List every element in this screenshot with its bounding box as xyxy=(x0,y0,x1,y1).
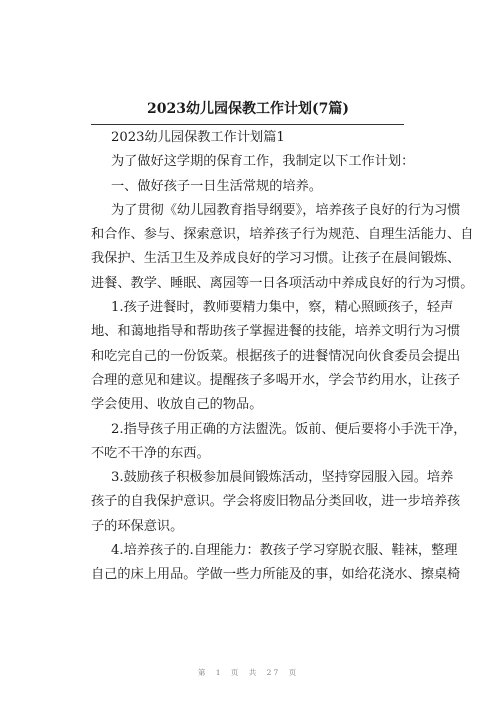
title-divider xyxy=(91,124,404,125)
text-line: 一、做好孩子一日生活常规的培养。 xyxy=(111,178,322,194)
text-line: 合理的意见和建议。提醒孩子多喝开水，学会节约用水，让孩子 xyxy=(91,372,461,388)
text-line: 地、和蔼地指导和帮助孩子掌握进餐的技能，培养文明行为习惯 xyxy=(91,324,461,340)
text-line: 1.孩子进餐时，教师要精力集中，察，精心照顾孩子，轻声 xyxy=(111,300,454,316)
text-line: 4.培养孩子的.自理能力：教孩子学习穿脱衣服、鞋袜，整理 xyxy=(111,543,458,559)
document-title: 2023幼儿园保教工作计划(7篇) xyxy=(147,101,349,117)
text-line: 和吃完自己的一份饭菜。根据孩子的进餐情况向伙食委员会提出 xyxy=(91,348,461,364)
text-line: 2.指导孩子用正确的方法盥洗。饭前、便后要将小手洗干净， xyxy=(111,421,467,437)
text-line: 为了贯彻《幼儿园教育指导纲要》，培养孩子良好的行为习惯 xyxy=(111,202,461,218)
text-line: 我保护、生活卫生及养成良好的学习习惯。让孩子在晨间锻炼、 xyxy=(91,251,461,267)
text-line: 为了做好这学期的保育工作，我制定以下工作计划： xyxy=(111,154,415,170)
text-line: 孩子的自我保护意识。学会将废旧物品分类回收，进一步培养孩 xyxy=(91,494,461,510)
text-line: 自己的床上用品。学做一些力所能及的事，如给花浇水、擦桌椅 xyxy=(91,567,461,583)
text-line: 进餐、教学、睡眠、离园等一日各项活动中养成良好的行为习惯。 xyxy=(91,275,474,291)
text-line: 不吃不干净的东西。 xyxy=(91,445,210,461)
text-line: 和合作、参与、探索意识，培养孩子行为规范、自理生活能力、自 xyxy=(91,227,474,243)
document-body xyxy=(91,126,474,588)
page-number-footer: 第 1 页 共 27 页 xyxy=(197,668,299,677)
text-line: 3.鼓励孩子积极参加晨间锻炼活动，坚持穿园服入园。培养 xyxy=(111,470,454,486)
text-line: 学会使用、收放自己的物品。 xyxy=(91,397,263,413)
text-line: 2023幼儿园保教工作计划篇1 xyxy=(111,130,285,145)
text-line: 子的环保意识。 xyxy=(91,518,184,534)
